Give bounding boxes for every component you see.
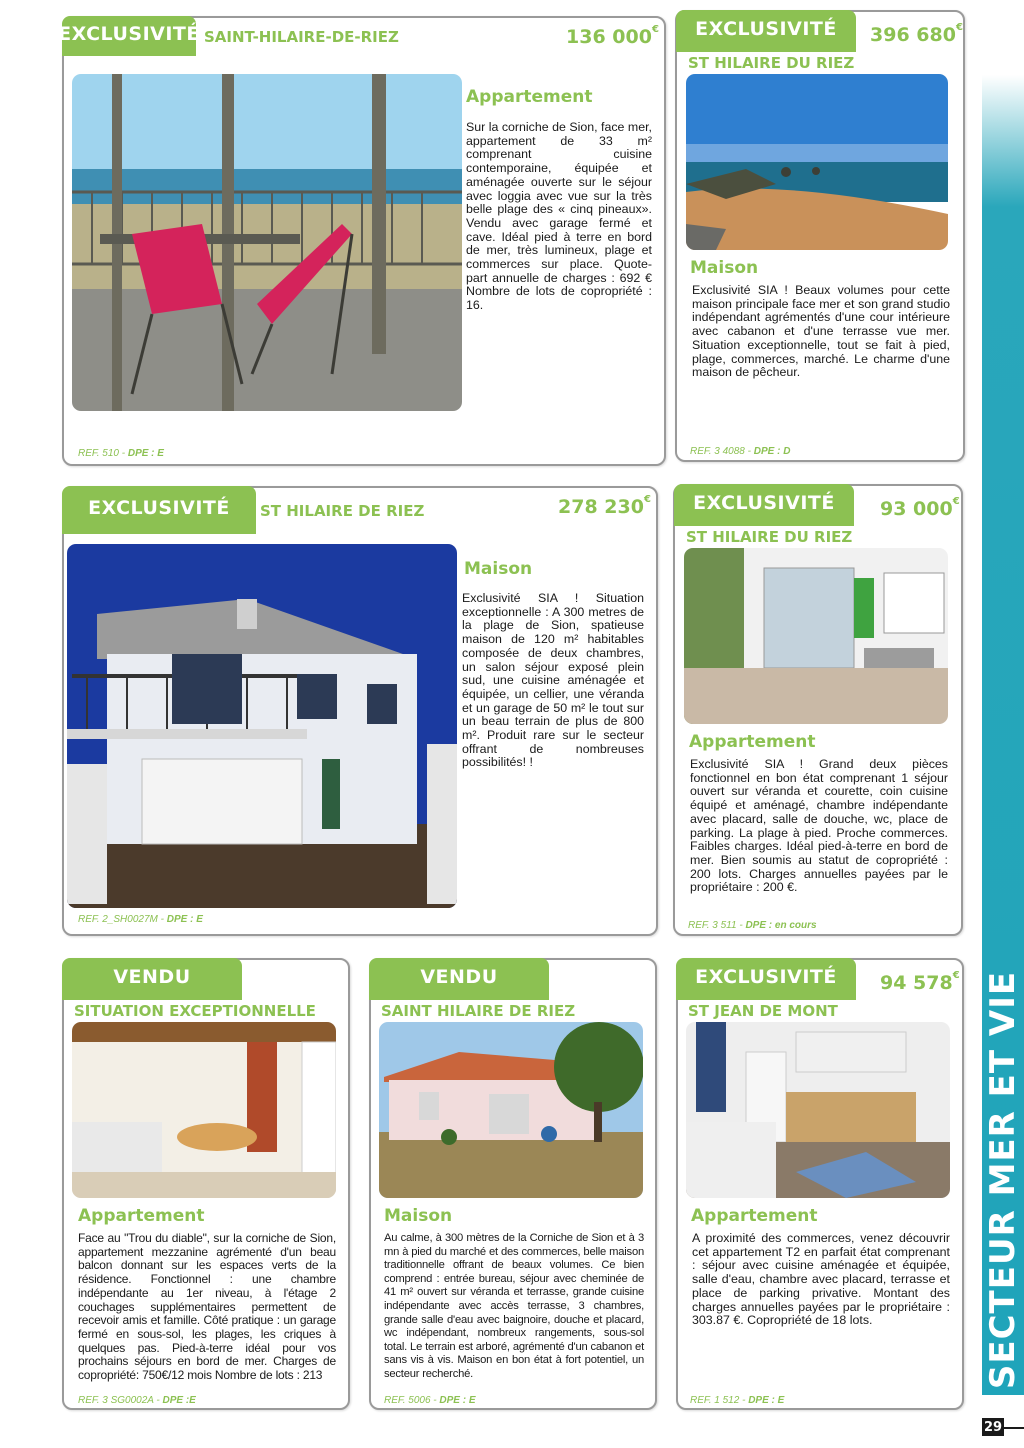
listing-photo-garden-house[interactable] [379, 1022, 643, 1198]
listing-price: 278 230€ [558, 494, 651, 518]
listing-ref: REF. 510 - DPE : E [78, 448, 164, 459]
listing-description: A proximité des commerces, venez découvrir cet appartement T2 en parfait état comprenant : séjour avec cuisine aménagée et équipée, salle d'eau, chambre avec placard, terrasse et place de parking privative. Montant des charges annuelles payées par le propriétaire : 303.87 €. Copropriété de 18 lots. [692, 1231, 950, 1328]
listing-ref: REF. 1 512 - DPE : E [690, 1395, 785, 1406]
listing-city: ST HILAIRE DU RIEZ [688, 54, 855, 72]
listing-type: Appartement [466, 87, 593, 107]
listing-description: Exclusivité SIA ! Situation exceptionnelle : A 300 metres de la plage de Sion, spatieuse maison de 120 m² habitables composée de deux chambres, un salon séjour exposé plein sud, une cuisine aménagée et équipée, un cellier, une véranda et un garage de 50 m² le tout sur un beau terrain de plus de 800 m². Produit rare sur le secteur offrant de nombreuses possibilités! ! [462, 591, 644, 770]
listing-tag: EXCLUSIVITÉ [62, 16, 196, 52]
page-number-rule [1004, 1427, 1024, 1429]
listing-description: Sur la corniche de Sion, face mer, appartement de 33 m² comprenant cuisine contemporaine, équipée et aménagée ouverte sur le séjour avec loggia avec vue sur la très belle plage des « cinq pineaux». Vendu avec garage fermé et cave. Idéal pied à terre en bord de mer, très lumineux, plage et commerces sur place. Quote- part annuelle de charges : 692 € Nombre de lots de copropriété : 16. [466, 120, 652, 313]
listing-city: SITUATION EXCEPTIONNELLE [74, 1002, 316, 1020]
listing-city: SAINT HILAIRE DE RIEZ [381, 1002, 576, 1020]
listing-type: Maison [384, 1206, 453, 1226]
listing-ref: REF. 3 511 - DPE : en cours [688, 920, 817, 931]
listing-photo-house[interactable] [67, 544, 457, 908]
listing-tag: EXCLUSIVITÉ [674, 484, 854, 522]
listing-description: Au calme, à 300 mètres de la Corniche de Sion et à 3 mn à pied du marché et des commerces, belle maison traditionnelle offrant de beaux volumes. Ce bien comprend : entrée bureau, séjour avec cheminée de 41 m² ouvert sur véranda et terrasse, grande cuisine indépendante avec accès terrasse, 3 chambres, grande salle d'eau avec baignoire, douche et placard, wc indépendant, nombreux rangements, sous-sol total. Le terrain est arboré, agrémenté d'un cabanon et sans vis à vis. Maison en bon état à fort potentiel, un secteur recherché. [384, 1232, 644, 1380]
listing-type: Appartement [691, 1206, 818, 1226]
listing-price: 396 680€ [870, 22, 963, 46]
listing-tag: EXCLUSIVITÉ [62, 486, 256, 530]
listing-type: Maison [464, 559, 533, 579]
listing-type: Appartement [689, 732, 816, 752]
listing-description: Exclusivité SIA ! Beaux volumes pour cette maison principale face mer et son grand studio indépendant agrémentés d'une cour intérieure avec cabanon et d'une terrasse vue mer. Situation exceptionnelle, tout se fait à pied, plage, commerces, marché. Le charme d'une maison de pêcheur. [692, 283, 950, 380]
listing-photo-beach[interactable] [686, 74, 948, 250]
listing-ref: REF. 3 4088 - DPE : D [690, 446, 791, 457]
listing-photo-mezzanine[interactable] [72, 1022, 336, 1198]
listing-photo-kitchen[interactable] [686, 1022, 950, 1198]
listing-ref: REF. 3 SG0002A - DPE :E [78, 1395, 196, 1406]
listing-photo-veranda[interactable] [684, 548, 948, 724]
listing-tag: EXCLUSIVITÉ [676, 958, 856, 996]
listing-city: ST HILAIRE DE RIEZ [260, 502, 425, 520]
listing-ref: REF. 5006 - DPE : E [384, 1395, 476, 1406]
listing-type: Appartement [78, 1206, 205, 1226]
listing-tag: EXCLUSIVITÉ [676, 10, 856, 48]
listing-ref: REF. 2_SH0027M - DPE : E [78, 914, 203, 925]
page-number: 29 [983, 1419, 1003, 1435]
listing-type: Maison [690, 258, 759, 278]
listing-price: 94 578€ [880, 970, 960, 994]
listing-city: SAINT-HILAIRE-DE-RIEZ [204, 28, 399, 46]
listing-description: Exclusivité SIA ! Grand deux pièces fonctionnel en bon état comprenant 1 séjour ouvert sur véranda et courette, coin cuisine équipé et aménagé, chambre indépendante avec placard, salle de douche, wc, place de parking. La plage à pied. Proche commerces. Faibles charges. Idéal pied-à-terre en bord de mer. Bien soumis au statut de copropriété : 200 lots. Charges annuelles payées par le propriétaire : 200 €. [690, 757, 948, 895]
listing-city: ST HILAIRE DU RIEZ [686, 528, 853, 546]
listing-tag: VENDU [62, 958, 242, 996]
listing-description: Face au "Trou du diable", sur la corniche de Sion, appartement mezzanine agrémenté d'un beau balcon donnant sur les espaces verts de la résidence. Fonctionnel : une chambre indépendante au 1er niveau, à l'étage 2 couchages supplémentaires permettent de recevoir amis et famille. Côté pratique : un garage fermé en sous-sol, les plages, les criques à quelques pas. Pied-à-terre idéal pour vos prochains séjours en bord de mer. Charges de copropriété: 750€/12 mois Nombre de lots : 213 [78, 1231, 336, 1383]
listing-price: 93 000€ [880, 496, 960, 520]
listing-tag: VENDU [369, 958, 549, 996]
listing-price: 136 000€ [566, 24, 659, 48]
listing-photo-balcony[interactable] [72, 74, 462, 411]
listing-city: ST JEAN DE MONT [688, 1002, 838, 1020]
section-title: SECTEUR MER ET VIE [983, 970, 1023, 1390]
